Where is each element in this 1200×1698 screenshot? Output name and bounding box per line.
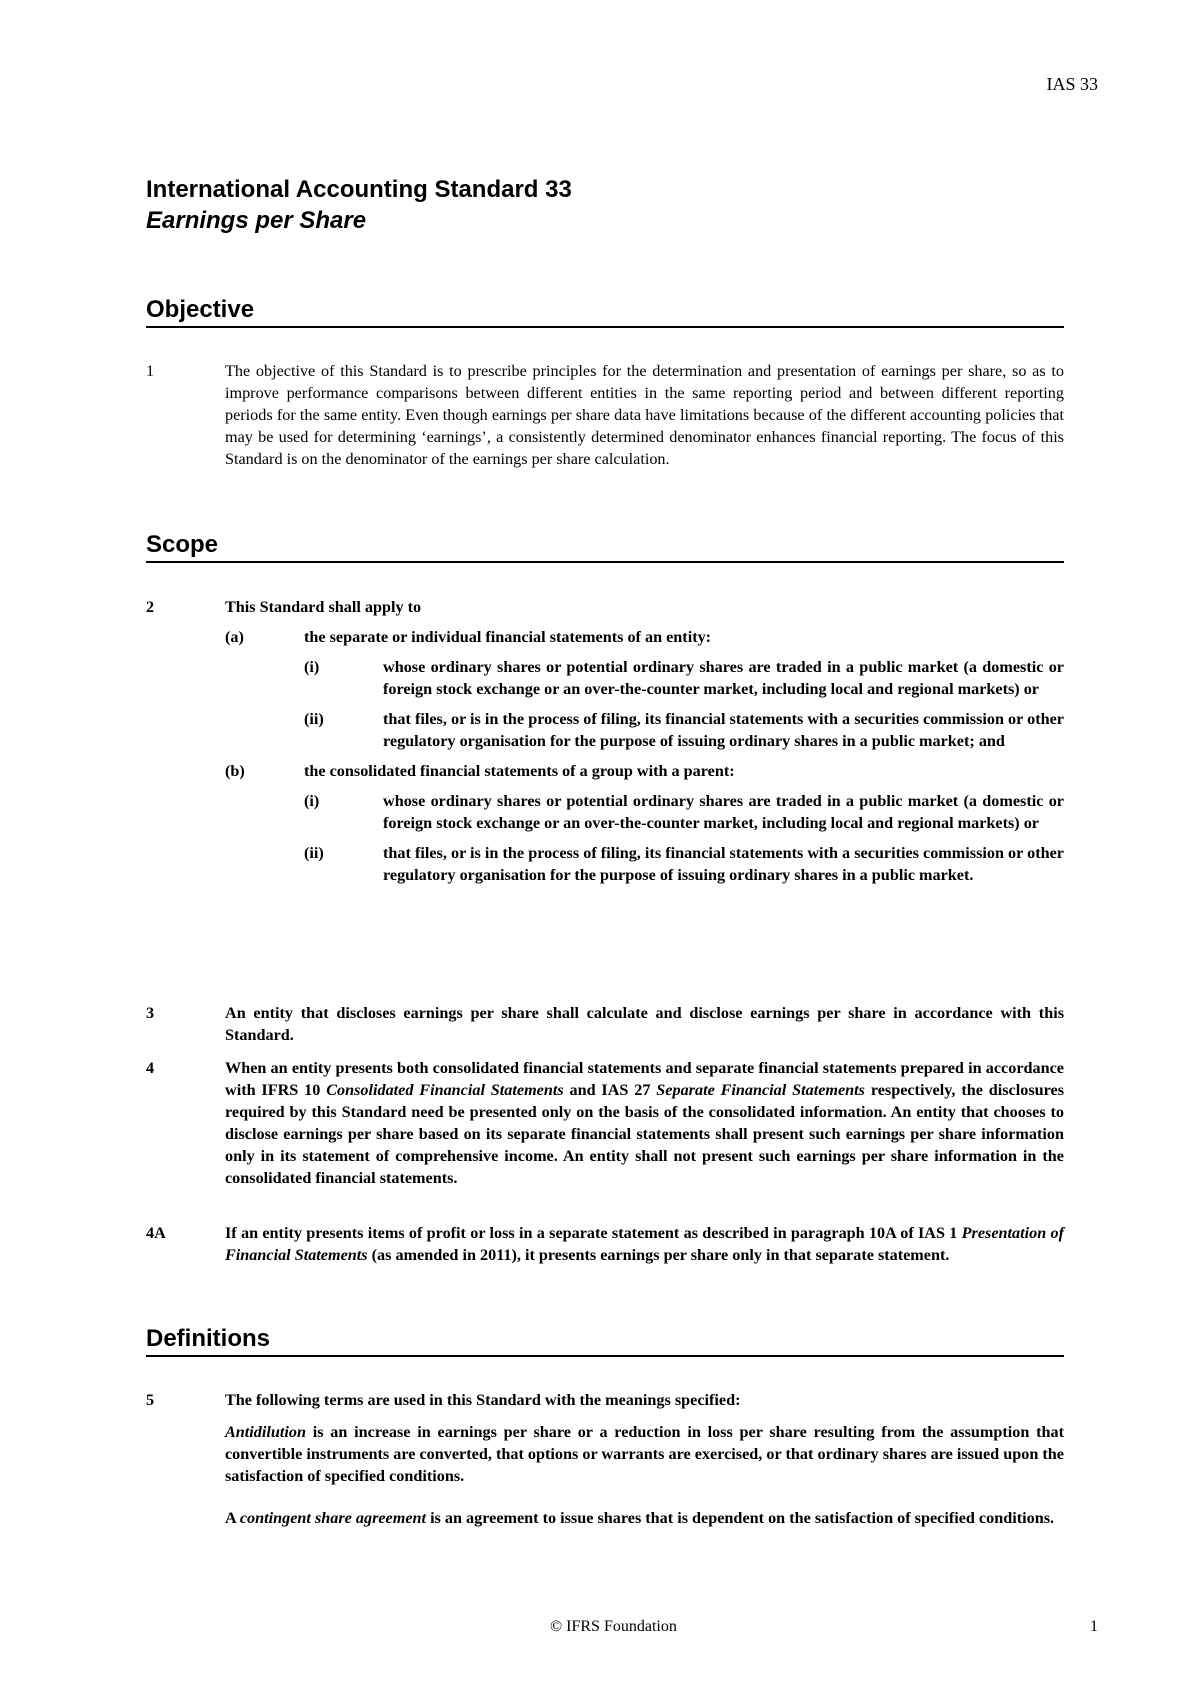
definition-text (225, 1421, 1064, 1487)
list-item-b (225, 760, 1064, 782)
list-item-a (225, 626, 1064, 648)
item-text: the separate or individual financial statements of an entity: (304, 628, 712, 646)
paragraph-4 (146, 1057, 1064, 1189)
definition-antidilution (146, 1421, 1064, 1487)
item-label: (b) (225, 762, 245, 780)
paragraph-2 (146, 596, 1064, 894)
paragraph-text: The objective of this Standard is to prescribe principles for the determination and presentation of earnings per share, so as to improve performance comparisons between different entities in the same reporting period and between different reporting periods for the same entity. Even though earnings per share data have limitations because of the different accounting policies that may be used for determining ‘earnings’, a consistently determined denominator enhances financial reporting. The focus of this Standard is on the denominator of the earnings per share calculation. (225, 362, 1064, 468)
definition-text (225, 1507, 1064, 1529)
paragraph-text: An entity that discloses earnings per share shall calculate and disclose earnings per share in accordance with this Standard. (225, 1004, 1064, 1044)
text-run: respectively, the disclosures required by this Standard need be presented only on the basis of the consolidated information. An entity that chooses to disclose earnings per share based on its separate financial statements shall present such earnings per share information only in its statement of comprehensive income. An entity shall not present such earnings per share information in the consolidated financial statements. (225, 1081, 1064, 1187)
text-run: is an increase in earnings per share or a reduction in loss per share resulting from the assumption that convertible instruments are converted, that options or warrants are exercised, or that ordinary shares are issued upon the satisfaction of specified conditions. (225, 1423, 1064, 1485)
paragraph-text: This Standard shall apply to (225, 598, 422, 616)
paragraph-number: 2 (146, 598, 155, 616)
section-heading-scope: Scope (146, 531, 1064, 563)
list-item-b-i (304, 790, 1064, 834)
item-text: that files, or is in the process of filing, its financial statements with a securities commission or other regulatory organisation for the purpose of issuing ordinary shares in a public market; and (383, 710, 1064, 750)
section-heading-objective: Objective (146, 296, 1064, 328)
list-item-a-ii (304, 708, 1064, 752)
paragraph-4a (146, 1222, 1064, 1266)
footer-copyright: © IFRS Foundation (550, 1618, 677, 1635)
item-text: the consolidated financial statements of a group with a parent: (304, 762, 735, 780)
paragraph-text: The following terms are used in this Standard with the meanings specified: (225, 1391, 741, 1409)
defined-term: Antidilution (225, 1423, 306, 1441)
text-run: (as amended in 2011), it presents earnings per share only in that separate statement. (367, 1246, 950, 1264)
text-run: When an entity presents both consolidated financial statements and separate financial statements prepared in accordance with IFRS 10 (225, 1059, 1064, 1099)
item-label: (a) (225, 628, 244, 646)
document-reference: Consolidated Financial Statements (326, 1081, 564, 1099)
section-heading-definitions: Definitions (146, 1325, 1064, 1357)
text-run: and IAS 27 (563, 1081, 657, 1099)
item-label: (i) (304, 658, 320, 676)
defined-term: contingent share agreement (239, 1509, 427, 1527)
paragraph-5 (146, 1389, 1064, 1537)
title-block (146, 174, 572, 236)
text-run: If an entity presents items of profit or loss in a separate statement as described in paragraph 10A of IAS 1 (225, 1224, 962, 1242)
paragraph-text (225, 1057, 1064, 1189)
item-text: whose ordinary shares or potential ordinary shares are traded in a public market (a domestic or foreign stock exchange or an over-the-counter market, including local and regional markets) or (383, 792, 1064, 832)
paragraph-3 (146, 1002, 1064, 1046)
item-text: that files, or is in the process of filing, its financial statements with a securities commission or other regulatory organisation for the purpose of issuing ordinary shares in a public market. (383, 844, 1064, 884)
document-reference: Presentation of Financial Statements (225, 1224, 1064, 1264)
item-text: whose ordinary shares or potential ordinary shares are traded in a public market (a domestic or foreign stock exchange or an over-the-counter market, including local and regional markets) or (383, 658, 1064, 698)
list-item-a-i (304, 656, 1064, 700)
paragraph-5-intro-row (146, 1389, 1064, 1411)
paragraph-text (225, 1222, 1064, 1266)
paragraph-number: 3 (146, 1004, 155, 1022)
text-run: is an agreement to issue shares that is dependent on the satisfaction of specified conditions. (426, 1509, 1055, 1527)
paragraph-number: 4A (146, 1224, 166, 1242)
paragraph-2-intro-row (146, 596, 1064, 618)
paragraph-number: 4 (146, 1059, 155, 1077)
item-label: (ii) (304, 710, 324, 728)
definition-contingent-share-agreement (146, 1507, 1064, 1529)
document-title: International Accounting Standard 33 (146, 176, 572, 203)
item-label: (ii) (304, 844, 324, 862)
document-reference: Separate Financial Statements (656, 1081, 865, 1099)
item-label: (i) (304, 792, 320, 810)
text-run: A (225, 1509, 240, 1527)
page-header-code: IAS 33 (1046, 74, 1098, 94)
paragraph-number: 5 (146, 1391, 155, 1409)
document-subtitle: Earnings per Share (146, 207, 367, 234)
list-item-b-ii (304, 842, 1064, 886)
page-number: 1 (1090, 1618, 1098, 1635)
paragraph-1 (146, 360, 1064, 470)
paragraph-number: 1 (146, 362, 155, 380)
